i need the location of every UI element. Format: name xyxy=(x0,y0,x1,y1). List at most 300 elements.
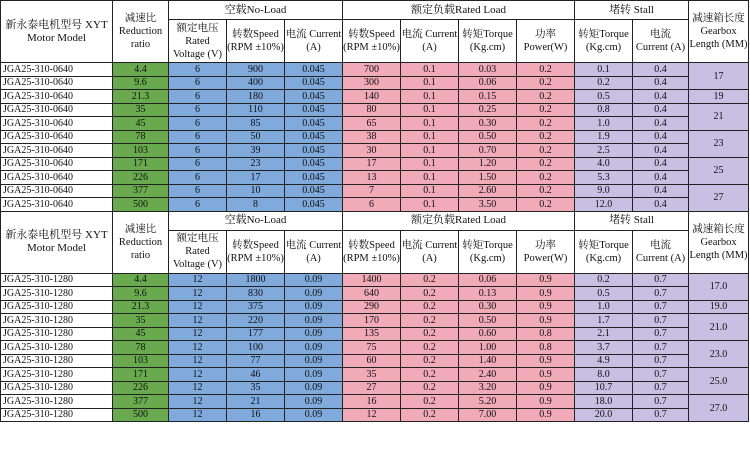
voltage-cell: 12 xyxy=(169,381,227,395)
noload-speed-cell: 8 xyxy=(227,198,285,212)
rated-current-cell: 0.1 xyxy=(401,76,459,90)
table-row xyxy=(1,327,749,341)
t2-model-header: 新永泰电机型号 XYT Motor Model xyxy=(1,211,113,273)
ratio-cell: 9.6 xyxy=(113,287,169,301)
noload-speed-cell: 375 xyxy=(227,300,285,314)
stall-current-cell: 0.4 xyxy=(633,63,689,77)
stall-current-cell: 0.7 xyxy=(633,408,689,422)
noload-speed-cell: 180 xyxy=(227,90,285,104)
t1-noload-header: 空载No-Load xyxy=(169,1,343,20)
model-cell: JGA25-310-0640 xyxy=(1,90,113,104)
rated-current-cell: 0.1 xyxy=(401,198,459,212)
voltage-cell: 6 xyxy=(169,184,227,198)
rated-current-cell: 0.1 xyxy=(401,157,459,171)
stall-current-cell: 0.4 xyxy=(633,90,689,104)
rated-torque-cell: 0.06 xyxy=(459,273,517,287)
noload-speed-cell: 10 xyxy=(227,184,285,198)
rated-torque-cell: 1.40 xyxy=(459,354,517,368)
voltage-cell: 12 xyxy=(169,287,227,301)
stall-current-cell: 0.4 xyxy=(633,130,689,144)
table-row xyxy=(1,314,749,328)
voltage-cell: 6 xyxy=(169,144,227,158)
table-row xyxy=(1,171,749,185)
rated-power-cell: 0.2 xyxy=(517,184,575,198)
voltage-cell: 12 xyxy=(169,273,227,287)
rated-torque-cell: 3.50 xyxy=(459,198,517,212)
rated-power-cell: 0.2 xyxy=(517,171,575,185)
noload-current-cell: 0.09 xyxy=(285,273,343,287)
table-row xyxy=(1,117,749,131)
t2-rl-speed-header: 转数Speed (RPM ±10%) xyxy=(343,230,401,273)
rated-power-cell: 0.9 xyxy=(517,395,575,409)
noload-current-cell: 0.09 xyxy=(285,327,343,341)
noload-speed-cell: 50 xyxy=(227,130,285,144)
rated-torque-cell: 0.30 xyxy=(459,300,517,314)
t1-rl-power-header: 功率 Power(W) xyxy=(517,20,575,63)
rated-current-cell: 0.2 xyxy=(401,287,459,301)
stall-current-cell: 0.7 xyxy=(633,381,689,395)
rated-torque-cell: 7.00 xyxy=(459,408,517,422)
rated-speed-cell: 80 xyxy=(343,103,401,117)
table-row xyxy=(1,408,749,422)
rated-power-cell: 0.2 xyxy=(517,63,575,77)
rated-current-cell: 0.2 xyxy=(401,354,459,368)
t2-nl-current-header: 电流 Current (A) xyxy=(285,230,343,273)
ratio-cell: 9.6 xyxy=(113,76,169,90)
rated-power-cell: 0.9 xyxy=(517,408,575,422)
noload-current-cell: 0.09 xyxy=(285,368,343,382)
gearbox-length-cell: 23.0 xyxy=(689,341,749,368)
ratio-cell: 4.4 xyxy=(113,273,169,287)
rated-speed-cell: 65 xyxy=(343,117,401,131)
rated-speed-cell: 170 xyxy=(343,314,401,328)
t1-model-header: 新永泰电机型号 XYT Motor Model xyxy=(1,1,113,63)
stall-torque-cell: 1.9 xyxy=(575,130,633,144)
noload-current-cell: 0.045 xyxy=(285,157,343,171)
rated-torque-cell: 1.50 xyxy=(459,171,517,185)
stall-torque-cell: 3.7 xyxy=(575,341,633,355)
noload-speed-cell: 85 xyxy=(227,117,285,131)
noload-speed-cell: 220 xyxy=(227,314,285,328)
rated-torque-cell: 0.06 xyxy=(459,76,517,90)
noload-current-cell: 0.045 xyxy=(285,76,343,90)
model-cell: JGA25-310-1280 xyxy=(1,287,113,301)
stall-current-cell: 0.7 xyxy=(633,327,689,341)
voltage-cell: 6 xyxy=(169,117,227,131)
ratio-cell: 377 xyxy=(113,395,169,409)
stall-current-cell: 0.7 xyxy=(633,368,689,382)
voltage-cell: 6 xyxy=(169,63,227,77)
table-row xyxy=(1,287,749,301)
noload-current-cell: 0.09 xyxy=(285,314,343,328)
t1-ratio-header: 减速比 Reduction ratio xyxy=(113,1,169,63)
noload-speed-cell: 100 xyxy=(227,341,285,355)
noload-current-cell: 0.09 xyxy=(285,300,343,314)
rated-torque-cell: 2.60 xyxy=(459,184,517,198)
gearbox-length-cell: 19.0 xyxy=(689,300,749,314)
stall-torque-cell: 18.0 xyxy=(575,395,633,409)
t1-gearbox-header: 减速箱长度 Gearbox Length (MM) xyxy=(689,1,749,63)
rated-current-cell: 0.1 xyxy=(401,117,459,131)
ratio-cell: 103 xyxy=(113,354,169,368)
voltage-cell: 6 xyxy=(169,198,227,212)
rated-speed-cell: 75 xyxy=(343,341,401,355)
stall-current-cell: 0.4 xyxy=(633,157,689,171)
rated-power-cell: 0.8 xyxy=(517,341,575,355)
model-cell: JGA25-310-1280 xyxy=(1,273,113,287)
rated-speed-cell: 38 xyxy=(343,130,401,144)
noload-speed-cell: 830 xyxy=(227,287,285,301)
stall-torque-cell: 1.0 xyxy=(575,300,633,314)
noload-current-cell: 0.09 xyxy=(285,395,343,409)
table-row xyxy=(1,90,749,104)
t2-rl-torque-header: 转矩Torque (Kg.cm) xyxy=(459,230,517,273)
stall-torque-cell: 2.1 xyxy=(575,327,633,341)
t2-rl-power-header: 功率 Power(W) xyxy=(517,230,575,273)
rated-current-cell: 0.2 xyxy=(401,408,459,422)
stall-torque-cell: 1.7 xyxy=(575,314,633,328)
rated-speed-cell: 35 xyxy=(343,368,401,382)
t1-rl-speed-header: 转数Speed (RPM ±10%) xyxy=(343,20,401,63)
table-row xyxy=(1,273,749,287)
rated-torque-cell: 0.50 xyxy=(459,130,517,144)
ratio-cell: 226 xyxy=(113,381,169,395)
stall-current-cell: 0.4 xyxy=(633,184,689,198)
table-row xyxy=(1,76,749,90)
table-row xyxy=(1,184,749,198)
t1-st-current-header: 电流 Current (A) xyxy=(633,20,689,63)
ratio-cell: 45 xyxy=(113,327,169,341)
stall-torque-cell: 2.5 xyxy=(575,144,633,158)
stall-torque-cell: 0.8 xyxy=(575,103,633,117)
stall-torque-cell: 4.0 xyxy=(575,157,633,171)
rated-current-cell: 0.2 xyxy=(401,368,459,382)
stall-torque-cell: 0.2 xyxy=(575,273,633,287)
gearbox-length-cell: 21 xyxy=(689,103,749,130)
noload-speed-cell: 35 xyxy=(227,381,285,395)
noload-speed-cell: 39 xyxy=(227,144,285,158)
rated-current-cell: 0.2 xyxy=(401,341,459,355)
rated-current-cell: 0.2 xyxy=(401,300,459,314)
stall-torque-cell: 0.5 xyxy=(575,90,633,104)
t2-gearbox-header: 减速箱长度 Gearbox Length (MM) xyxy=(689,211,749,273)
noload-current-cell: 0.09 xyxy=(285,381,343,395)
stall-current-cell: 0.7 xyxy=(633,395,689,409)
stall-torque-cell: 20.0 xyxy=(575,408,633,422)
stall-current-cell: 0.4 xyxy=(633,171,689,185)
table-row xyxy=(1,300,749,314)
rated-torque-cell: 0.60 xyxy=(459,327,517,341)
voltage-cell: 6 xyxy=(169,171,227,185)
stall-torque-cell: 0.2 xyxy=(575,76,633,90)
t2-rl-current-header: 电流 Current (A) xyxy=(401,230,459,273)
stall-torque-cell: 12.0 xyxy=(575,198,633,212)
rated-current-cell: 0.1 xyxy=(401,171,459,185)
rated-speed-cell: 12 xyxy=(343,408,401,422)
t1-nl-speed-header: 转数Speed (RPM ±10%) xyxy=(227,20,285,63)
t2-rated-header: 额定负载Rated Load xyxy=(343,211,575,230)
t1-nl-current-header: 电流 Current (A) xyxy=(285,20,343,63)
rated-torque-cell: 1.00 xyxy=(459,341,517,355)
rated-speed-cell: 30 xyxy=(343,144,401,158)
stall-current-cell: 0.7 xyxy=(633,273,689,287)
ratio-cell: 78 xyxy=(113,130,169,144)
ratio-cell: 171 xyxy=(113,157,169,171)
rated-torque-cell: 2.40 xyxy=(459,368,517,382)
rated-speed-cell: 27 xyxy=(343,381,401,395)
voltage-cell: 12 xyxy=(169,314,227,328)
rated-speed-cell: 60 xyxy=(343,354,401,368)
noload-current-cell: 0.045 xyxy=(285,130,343,144)
rated-speed-cell: 290 xyxy=(343,300,401,314)
rated-torque-cell: 0.25 xyxy=(459,103,517,117)
rated-current-cell: 0.2 xyxy=(401,314,459,328)
rated-torque-cell: 5.20 xyxy=(459,395,517,409)
stall-torque-cell: 10.7 xyxy=(575,381,633,395)
ratio-cell: 21.3 xyxy=(113,90,169,104)
ratio-cell: 45 xyxy=(113,117,169,131)
table-row xyxy=(1,198,749,212)
rated-torque-cell: 1.20 xyxy=(459,157,517,171)
rated-current-cell: 0.1 xyxy=(401,63,459,77)
rated-speed-cell: 6 xyxy=(343,198,401,212)
ratio-cell: 78 xyxy=(113,341,169,355)
model-cell: JGA25-310-1280 xyxy=(1,395,113,409)
table-row xyxy=(1,354,749,368)
ratio-cell: 500 xyxy=(113,408,169,422)
noload-speed-cell: 21 xyxy=(227,395,285,409)
table-row xyxy=(1,157,749,171)
noload-current-cell: 0.045 xyxy=(285,184,343,198)
noload-current-cell: 0.09 xyxy=(285,354,343,368)
stall-current-cell: 0.7 xyxy=(633,354,689,368)
model-cell: JGA25-310-0640 xyxy=(1,184,113,198)
voltage-cell: 12 xyxy=(169,368,227,382)
rated-power-cell: 0.2 xyxy=(517,90,575,104)
rated-speed-cell: 700 xyxy=(343,63,401,77)
rated-power-cell: 0.9 xyxy=(517,300,575,314)
ratio-cell: 226 xyxy=(113,171,169,185)
noload-speed-cell: 77 xyxy=(227,354,285,368)
voltage-cell: 6 xyxy=(169,130,227,144)
rated-power-cell: 0.9 xyxy=(517,354,575,368)
rated-power-cell: 0.8 xyxy=(517,327,575,341)
rated-power-cell: 0.9 xyxy=(517,314,575,328)
model-cell: JGA25-310-0640 xyxy=(1,63,113,77)
rated-power-cell: 0.9 xyxy=(517,381,575,395)
gearbox-length-cell: 25.0 xyxy=(689,368,749,395)
t2-nl-speed-header: 转数Speed (RPM ±10%) xyxy=(227,230,285,273)
t1-nl-voltage-header: 额定电压 Rated Voltage (V) xyxy=(169,20,227,63)
model-cell: JGA25-310-0640 xyxy=(1,130,113,144)
t2-ratio-header: 减速比 Reduction ratio xyxy=(113,211,169,273)
rated-power-cell: 0.2 xyxy=(517,117,575,131)
model-cell: JGA25-310-1280 xyxy=(1,408,113,422)
voltage-cell: 12 xyxy=(169,327,227,341)
rated-power-cell: 0.2 xyxy=(517,198,575,212)
t1-stall-header: 堵转 Stall xyxy=(575,1,689,20)
rated-current-cell: 0.1 xyxy=(401,103,459,117)
table-row xyxy=(1,368,749,382)
model-cell: JGA25-310-0640 xyxy=(1,117,113,131)
table-row xyxy=(1,103,749,117)
model-cell: JGA25-310-1280 xyxy=(1,327,113,341)
model-cell: JGA25-310-1280 xyxy=(1,341,113,355)
gearbox-length-cell: 27 xyxy=(689,184,749,211)
stall-current-cell: 0.4 xyxy=(633,144,689,158)
rated-torque-cell: 0.15 xyxy=(459,90,517,104)
rated-torque-cell: 3.20 xyxy=(459,381,517,395)
gearbox-length-cell: 27.0 xyxy=(689,395,749,422)
voltage-cell: 12 xyxy=(169,395,227,409)
rated-current-cell: 0.2 xyxy=(401,381,459,395)
rated-torque-cell: 0.03 xyxy=(459,63,517,77)
stall-current-cell: 0.7 xyxy=(633,341,689,355)
stall-current-cell: 0.4 xyxy=(633,117,689,131)
rated-speed-cell: 13 xyxy=(343,171,401,185)
model-cell: JGA25-310-1280 xyxy=(1,314,113,328)
stall-current-cell: 0.4 xyxy=(633,76,689,90)
table-row xyxy=(1,144,749,158)
t2-noload-header: 空载No-Load xyxy=(169,211,343,230)
rated-power-cell: 0.2 xyxy=(517,103,575,117)
rated-torque-cell: 0.70 xyxy=(459,144,517,158)
stall-current-cell: 0.7 xyxy=(633,287,689,301)
model-cell: JGA25-310-0640 xyxy=(1,157,113,171)
rated-power-cell: 0.2 xyxy=(517,76,575,90)
stall-torque-cell: 4.9 xyxy=(575,354,633,368)
t2-st-torque-header: 转矩Torque (Kg.cm) xyxy=(575,230,633,273)
rated-power-cell: 0.2 xyxy=(517,144,575,158)
gearbox-length-cell: 17.0 xyxy=(689,273,749,300)
stall-torque-cell: 8.0 xyxy=(575,368,633,382)
rated-current-cell: 0.1 xyxy=(401,130,459,144)
stall-torque-cell: 0.1 xyxy=(575,63,633,77)
noload-speed-cell: 110 xyxy=(227,103,285,117)
t1-st-torque-header: 转矩Torque (Kg.cm) xyxy=(575,20,633,63)
noload-current-cell: 0.045 xyxy=(285,103,343,117)
rated-current-cell: 0.2 xyxy=(401,327,459,341)
t2-stall-header: 堵转 Stall xyxy=(575,211,689,230)
model-cell: JGA25-310-0640 xyxy=(1,171,113,185)
rated-power-cell: 0.2 xyxy=(517,130,575,144)
noload-current-cell: 0.045 xyxy=(285,171,343,185)
rated-power-cell: 0.9 xyxy=(517,287,575,301)
voltage-cell: 12 xyxy=(169,341,227,355)
voltage-cell: 6 xyxy=(169,76,227,90)
noload-speed-cell: 46 xyxy=(227,368,285,382)
model-cell: JGA25-310-1280 xyxy=(1,368,113,382)
voltage-cell: 6 xyxy=(169,157,227,171)
stall-current-cell: 0.4 xyxy=(633,103,689,117)
rated-speed-cell: 640 xyxy=(343,287,401,301)
model-cell: JGA25-310-0640 xyxy=(1,76,113,90)
model-cell: JGA25-310-1280 xyxy=(1,381,113,395)
noload-current-cell: 0.045 xyxy=(285,63,343,77)
rated-speed-cell: 1400 xyxy=(343,273,401,287)
model-cell: JGA25-310-0640 xyxy=(1,103,113,117)
rated-current-cell: 0.1 xyxy=(401,144,459,158)
ratio-cell: 4.4 xyxy=(113,63,169,77)
rated-speed-cell: 140 xyxy=(343,90,401,104)
model-cell: JGA25-310-1280 xyxy=(1,300,113,314)
ratio-cell: 377 xyxy=(113,184,169,198)
stall-torque-cell: 1.0 xyxy=(575,117,633,131)
rated-speed-cell: 300 xyxy=(343,76,401,90)
table-row xyxy=(1,130,749,144)
noload-speed-cell: 1800 xyxy=(227,273,285,287)
stall-current-cell: 0.4 xyxy=(633,198,689,212)
ratio-cell: 35 xyxy=(113,314,169,328)
t2-nl-voltage-header: 额定电压 Rated Voltage (V) xyxy=(169,230,227,273)
model-cell: JGA25-310-0640 xyxy=(1,198,113,212)
noload-speed-cell: 17 xyxy=(227,171,285,185)
stall-current-cell: 0.7 xyxy=(633,300,689,314)
ratio-cell: 171 xyxy=(113,368,169,382)
table-row xyxy=(1,63,749,77)
stall-torque-cell: 9.0 xyxy=(575,184,633,198)
ratio-cell: 35 xyxy=(113,103,169,117)
voltage-cell: 12 xyxy=(169,300,227,314)
stall-torque-cell: 0.5 xyxy=(575,287,633,301)
noload-speed-cell: 900 xyxy=(227,63,285,77)
t2-st-current-header: 电流 Current (A) xyxy=(633,230,689,273)
rated-speed-cell: 7 xyxy=(343,184,401,198)
rated-speed-cell: 16 xyxy=(343,395,401,409)
voltage-cell: 6 xyxy=(169,90,227,104)
ratio-cell: 103 xyxy=(113,144,169,158)
model-cell: JGA25-310-1280 xyxy=(1,354,113,368)
rated-power-cell: 0.9 xyxy=(517,368,575,382)
rated-speed-cell: 17 xyxy=(343,157,401,171)
stall-torque-cell: 5.3 xyxy=(575,171,633,185)
rated-current-cell: 0.2 xyxy=(401,273,459,287)
voltage-cell: 12 xyxy=(169,354,227,368)
noload-current-cell: 0.09 xyxy=(285,287,343,301)
noload-speed-cell: 177 xyxy=(227,327,285,341)
rated-current-cell: 0.2 xyxy=(401,395,459,409)
noload-current-cell: 0.045 xyxy=(285,198,343,212)
model-cell: JGA25-310-0640 xyxy=(1,144,113,158)
noload-speed-cell: 23 xyxy=(227,157,285,171)
t1-rl-current-header: 电流 Current (A) xyxy=(401,20,459,63)
table-row xyxy=(1,395,749,409)
t1-rl-torque-header: 转矩Torque (Kg.cm) xyxy=(459,20,517,63)
noload-current-cell: 0.045 xyxy=(285,90,343,104)
noload-speed-cell: 16 xyxy=(227,408,285,422)
gearbox-length-cell: 19 xyxy=(689,90,749,104)
voltage-cell: 6 xyxy=(169,103,227,117)
gearbox-length-cell: 17 xyxy=(689,63,749,90)
rated-current-cell: 0.1 xyxy=(401,184,459,198)
t1-rated-header: 额定负载Rated Load xyxy=(343,1,575,20)
ratio-cell: 21.3 xyxy=(113,300,169,314)
table-row xyxy=(1,381,749,395)
rated-torque-cell: 0.50 xyxy=(459,314,517,328)
noload-speed-cell: 400 xyxy=(227,76,285,90)
gearbox-length-cell: 23 xyxy=(689,130,749,157)
rated-torque-cell: 0.13 xyxy=(459,287,517,301)
noload-current-cell: 0.09 xyxy=(285,408,343,422)
noload-current-cell: 0.09 xyxy=(285,341,343,355)
ratio-cell: 500 xyxy=(113,198,169,212)
rated-power-cell: 0.9 xyxy=(517,273,575,287)
gearbox-length-cell: 25 xyxy=(689,157,749,184)
table-row xyxy=(1,341,749,355)
rated-power-cell: 0.2 xyxy=(517,157,575,171)
rated-current-cell: 0.1 xyxy=(401,90,459,104)
noload-current-cell: 0.045 xyxy=(285,144,343,158)
